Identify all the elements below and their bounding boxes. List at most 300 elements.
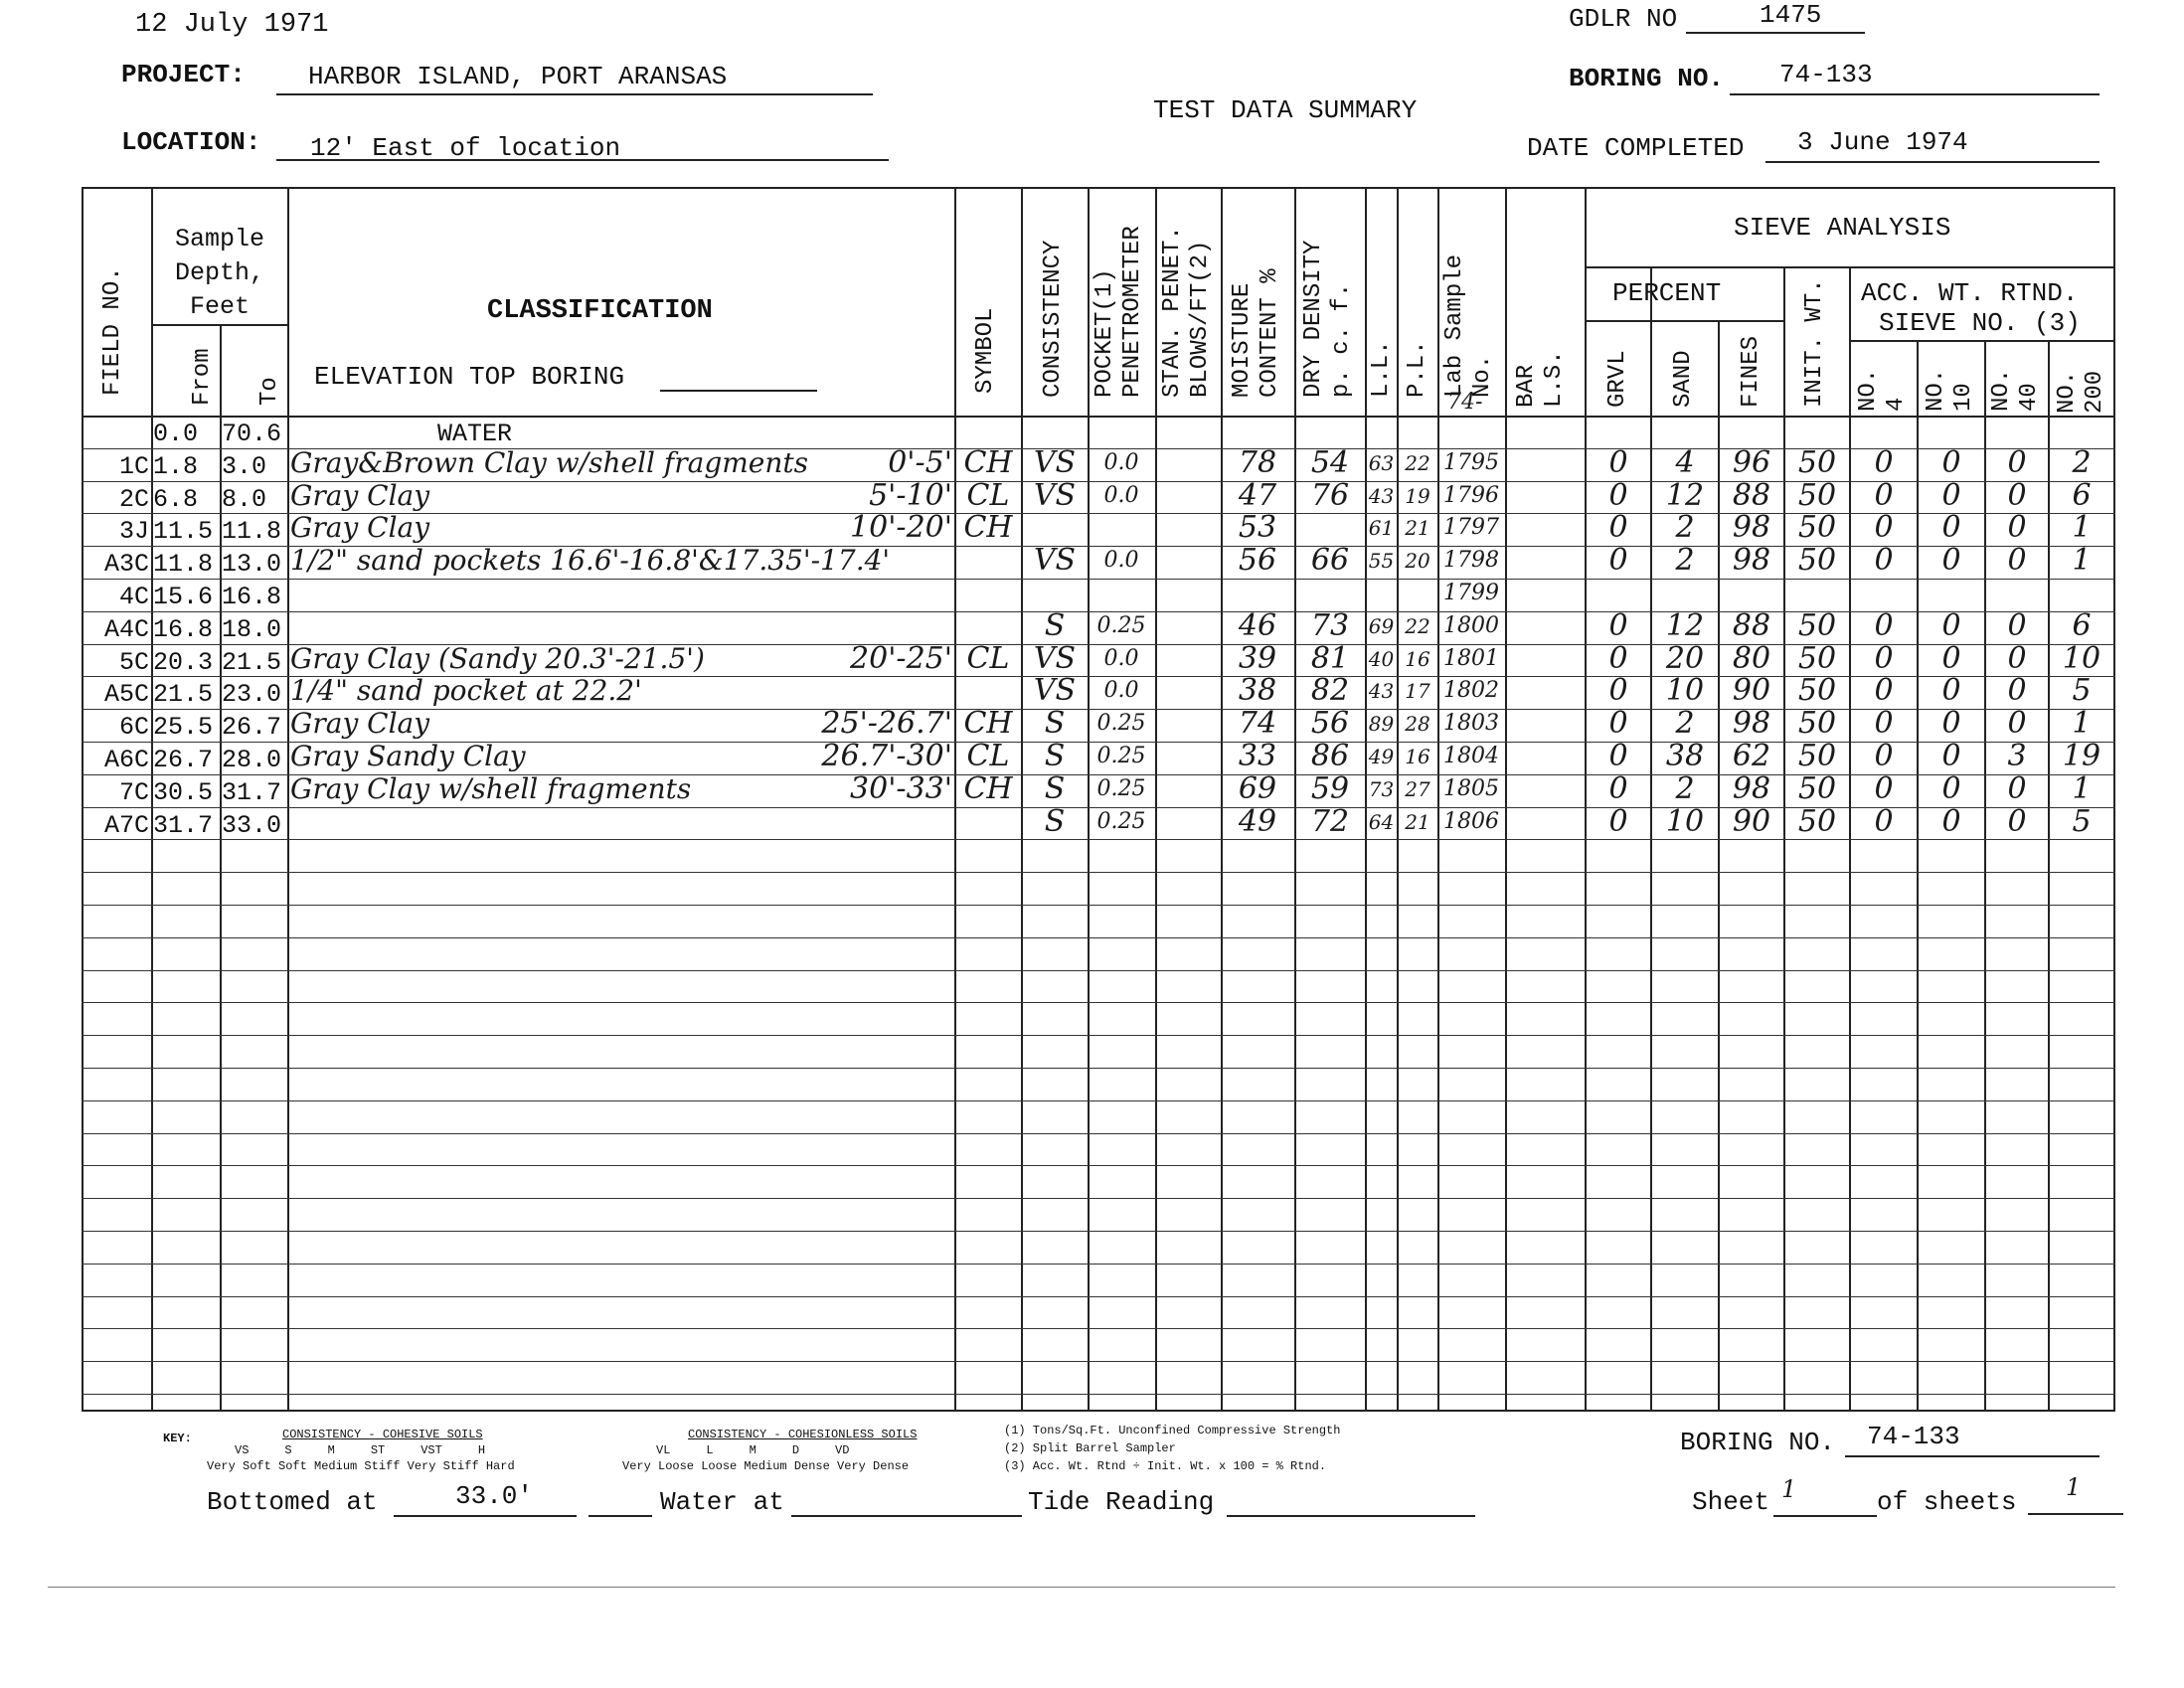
depth-range-cell: 26.7'-30' bbox=[821, 739, 952, 773]
symbol-cell: CH bbox=[963, 706, 1013, 741]
dry-density-cell: 72 bbox=[1310, 804, 1350, 839]
moisture-cell: 53 bbox=[1238, 510, 1277, 545]
fines-cell: 90 bbox=[1732, 804, 1771, 839]
no40-cell: 0 bbox=[2007, 478, 2027, 513]
sheet-value: 1 bbox=[1781, 1475, 1797, 1503]
col-no200: NO. 200 bbox=[2054, 370, 2108, 414]
row-rule bbox=[82, 1002, 2115, 1003]
ll-cell: 63 bbox=[1368, 451, 1395, 475]
consistency-cell: S bbox=[1044, 771, 1066, 806]
pocket-pen-cell: 0.25 bbox=[1096, 711, 1146, 736]
no200-cell: 1 bbox=[2072, 543, 2092, 578]
grvl-cell: 0 bbox=[1608, 478, 1628, 513]
field-no-cell: A5C bbox=[103, 680, 149, 709]
ll-cell: 69 bbox=[1368, 614, 1395, 638]
no10-cell: 0 bbox=[1941, 510, 1961, 545]
col-sieve-analysis: SIEVE ANALYSIS bbox=[1734, 213, 1951, 243]
init-wt-cell: 50 bbox=[1797, 445, 1837, 480]
depth-range-cell: 5'-10' bbox=[869, 478, 952, 513]
depth-to-cell: 28.0 bbox=[222, 746, 282, 774]
depth-from-cell: 31.7 bbox=[153, 811, 214, 840]
no200-cell: 19 bbox=[2062, 739, 2101, 773]
col-fines: FINES bbox=[1738, 335, 1764, 408]
key-cohesionless-title: CONSISTENCY - COHESIONLESS SOILS bbox=[688, 1428, 918, 1441]
no4-cell: 0 bbox=[1874, 608, 1894, 643]
pl-cell: 20 bbox=[1405, 549, 1430, 573]
lab-sample-cell: 1801 bbox=[1443, 646, 1499, 671]
no4-cell: 0 bbox=[1874, 706, 1894, 741]
field-no-cell: 6C bbox=[118, 713, 149, 742]
key-cohesive-names: Very Soft Soft Medium Stiff Very Stiff Hard bbox=[207, 1459, 515, 1473]
col-elevation: ELEVATION TOP BORING bbox=[314, 362, 625, 392]
dry-density-cell: 66 bbox=[1310, 543, 1350, 578]
pl-cell: 16 bbox=[1405, 647, 1430, 671]
consistency-cell: VS bbox=[1033, 641, 1077, 676]
date-completed-label: DATE COMPLETED bbox=[1527, 133, 1745, 163]
row-rule bbox=[82, 1100, 2115, 1101]
moisture-cell: 38 bbox=[1238, 673, 1277, 708]
pocket-pen-cell: 0.25 bbox=[1096, 809, 1146, 834]
classification-cell: 1/4" sand pocket at 22.2' bbox=[290, 674, 642, 707]
lab-prefix: 74- bbox=[1447, 390, 1483, 415]
init-wt-cell: 50 bbox=[1797, 608, 1837, 643]
col-acc-wt: ACC. WT. RTND. bbox=[1861, 278, 2079, 308]
row-rule bbox=[82, 872, 2115, 873]
pocket-pen-cell: 0.0 bbox=[1103, 450, 1139, 475]
depth-to-cell: 16.8 bbox=[222, 583, 282, 611]
dry-density-cell: 82 bbox=[1310, 673, 1350, 708]
col-no10: NO. 10 bbox=[1923, 368, 1977, 412]
depth-range-cell: 10'-20' bbox=[850, 510, 952, 545]
symbol-cell: CL bbox=[966, 739, 1010, 773]
ll-cell: 61 bbox=[1368, 516, 1395, 540]
grvl-cell: 0 bbox=[1608, 673, 1628, 708]
col-percent: PERCENT bbox=[1612, 278, 1722, 308]
no40-cell: 0 bbox=[2007, 445, 2027, 480]
sand-cell: 2 bbox=[1675, 543, 1695, 578]
ll-cell: 89 bbox=[1368, 712, 1395, 736]
depth-from-cell: 20.3 bbox=[153, 648, 214, 677]
field-no-cell: A3C bbox=[103, 550, 149, 579]
field-no-cell: 2C bbox=[118, 485, 149, 514]
depth-from-cell: 26.7 bbox=[153, 746, 214, 774]
grvl-cell: 0 bbox=[1608, 608, 1628, 643]
symbol-cell: CH bbox=[963, 510, 1013, 545]
depth-from-cell: 16.8 bbox=[153, 615, 214, 644]
no40-cell: 0 bbox=[2007, 608, 2027, 643]
no200-cell: 1 bbox=[2072, 771, 2092, 806]
depth-to-cell: 3.0 bbox=[222, 452, 267, 481]
no10-cell: 0 bbox=[1941, 445, 1961, 480]
depth-to-cell: 23.0 bbox=[222, 680, 282, 709]
bottomed-label: Bottomed at bbox=[207, 1487, 378, 1517]
field-no-cell: 5C bbox=[118, 648, 149, 677]
col-sample-depth: Sample Depth, Feet bbox=[174, 225, 264, 321]
ll-cell: 49 bbox=[1368, 745, 1395, 768]
pocket-pen-cell: 0.0 bbox=[1103, 548, 1139, 573]
no40-cell: 0 bbox=[2007, 706, 2027, 741]
init-wt-cell: 50 bbox=[1797, 673, 1837, 708]
row-rule bbox=[82, 1068, 2115, 1069]
of-sheets-value: 1 bbox=[2066, 1473, 2082, 1501]
fines-cell: 62 bbox=[1732, 739, 1771, 773]
no200-cell: 1 bbox=[2072, 706, 2092, 741]
ll-cell: 40 bbox=[1368, 647, 1395, 671]
pocket-pen-cell: 0.0 bbox=[1103, 483, 1139, 508]
col-init-wt: INIT. WT. bbox=[1801, 278, 1828, 408]
no40-cell: 3 bbox=[2007, 739, 2027, 773]
grvl-cell: 0 bbox=[1608, 739, 1628, 773]
fines-cell: 88 bbox=[1732, 608, 1771, 643]
depth-range-cell: 30'-33' bbox=[850, 771, 952, 806]
sand-cell: 38 bbox=[1665, 739, 1705, 773]
pocket-pen-cell: 0.0 bbox=[1103, 678, 1139, 703]
fines-cell: 98 bbox=[1732, 543, 1771, 578]
sand-cell: 10 bbox=[1665, 804, 1705, 839]
classification-cell: Gray Clay bbox=[290, 479, 430, 512]
pocket-pen-cell: 0.25 bbox=[1096, 613, 1146, 638]
lab-sample-cell: 1805 bbox=[1443, 776, 1499, 801]
no200-cell: 5 bbox=[2072, 673, 2092, 708]
col-pocket-penetrometer: POCKET(1) PENETROMETER bbox=[1092, 226, 1146, 398]
field-no-cell: A4C bbox=[103, 615, 149, 644]
init-wt-cell: 50 bbox=[1797, 771, 1837, 806]
dry-density-cell: 54 bbox=[1310, 445, 1350, 480]
no200-cell: 6 bbox=[2072, 608, 2092, 643]
boring-value: 74-133 bbox=[1779, 60, 1873, 89]
no10-cell: 0 bbox=[1941, 673, 1961, 708]
dry-density-cell: 56 bbox=[1310, 706, 1350, 741]
pl-cell: 19 bbox=[1405, 484, 1430, 508]
key-note-2: (2) Split Barrel Sampler bbox=[1004, 1441, 1176, 1455]
symbol-cell: CL bbox=[966, 478, 1010, 513]
boring-label: BORING NO. bbox=[1569, 64, 1725, 93]
col-moisture: MOISTURE CONTENT % bbox=[1229, 268, 1283, 398]
no200-cell: 6 bbox=[2072, 478, 2092, 513]
depth-range-cell: 25'-26.7' bbox=[821, 706, 952, 741]
row-rule bbox=[82, 1133, 2115, 1134]
dry-density-cell: 73 bbox=[1310, 608, 1350, 643]
row-rule bbox=[82, 1361, 2115, 1362]
col-stan-penet: STAN. PENET. BLOWS/FT(2) bbox=[1159, 226, 1214, 398]
consistency-cell: S bbox=[1044, 739, 1066, 773]
pl-cell: 22 bbox=[1405, 614, 1430, 638]
pl-cell: 28 bbox=[1405, 712, 1430, 736]
moisture-cell: 33 bbox=[1238, 739, 1277, 773]
no10-cell: 0 bbox=[1941, 739, 1961, 773]
row-rule bbox=[82, 1328, 2115, 1329]
date-completed-value: 3 June 1974 bbox=[1797, 127, 1968, 157]
depth-to-cell: 33.0 bbox=[222, 811, 282, 840]
moisture-cell: 78 bbox=[1238, 445, 1277, 480]
grvl-cell: 0 bbox=[1608, 445, 1628, 480]
no10-cell: 0 bbox=[1941, 771, 1961, 806]
dry-density-cell: 81 bbox=[1310, 641, 1350, 676]
col-no4: NO. 4 bbox=[1855, 368, 1910, 412]
grvl-cell: 0 bbox=[1608, 641, 1628, 676]
no40-cell: 0 bbox=[2007, 771, 2027, 806]
location-value: 12' East of location bbox=[310, 133, 621, 163]
fines-cell: 96 bbox=[1732, 445, 1771, 480]
no200-cell: 2 bbox=[2072, 445, 2092, 480]
col-lab-sample: Lab Sample No. bbox=[1441, 253, 1496, 398]
depth-to-cell: 11.8 bbox=[222, 517, 282, 546]
ll-cell: 73 bbox=[1368, 777, 1395, 801]
depth-from-cell: 6.8 bbox=[153, 485, 199, 514]
project-label: PROJECT: bbox=[121, 60, 246, 89]
sand-cell: 2 bbox=[1675, 706, 1695, 741]
col-bar-ls: BAR L.S. bbox=[1513, 350, 1568, 408]
col-ll: L.L. bbox=[1368, 340, 1395, 398]
init-wt-cell: 50 bbox=[1797, 478, 1837, 513]
date-note: 12 July 1971 bbox=[135, 10, 329, 40]
no40-cell: 0 bbox=[2007, 543, 2027, 578]
moisture-cell: 56 bbox=[1238, 543, 1277, 578]
col-field-no: FIELD NO. bbox=[99, 266, 126, 396]
pocket-pen-cell: 0.25 bbox=[1096, 776, 1146, 801]
row-rule bbox=[82, 1231, 2115, 1232]
row-rule bbox=[82, 905, 2115, 906]
moisture-cell: 49 bbox=[1238, 804, 1277, 839]
grvl-cell: 0 bbox=[1608, 804, 1628, 839]
col-classification: CLASSIFICATION bbox=[487, 296, 713, 326]
col-grvl: GRVL bbox=[1604, 350, 1631, 408]
fines-cell: 98 bbox=[1732, 771, 1771, 806]
no40-cell: 0 bbox=[2007, 510, 2027, 545]
depth-from-cell: 0.0 bbox=[153, 420, 199, 448]
field-no-cell: A6C bbox=[103, 746, 149, 774]
init-wt-cell: 50 bbox=[1797, 543, 1837, 578]
row-rule bbox=[82, 970, 2115, 971]
row-rule bbox=[82, 1035, 2115, 1036]
no10-cell: 0 bbox=[1941, 608, 1961, 643]
no200-cell: 1 bbox=[2072, 510, 2092, 545]
lab-sample-cell: 1796 bbox=[1443, 483, 1499, 508]
row-rule bbox=[82, 1296, 2115, 1297]
key-cohesive-abbr: VS S M ST VST H bbox=[235, 1443, 486, 1457]
grvl-cell: 0 bbox=[1608, 543, 1628, 578]
row-rule bbox=[82, 1198, 2115, 1199]
depth-range-cell: 0'-5' bbox=[888, 445, 952, 480]
col-dry-density: DRY DENSITY p. c. f. bbox=[1300, 240, 1355, 398]
ll-cell: 43 bbox=[1368, 484, 1395, 508]
sand-cell: 2 bbox=[1675, 771, 1695, 806]
field-no-cell: A7C bbox=[103, 811, 149, 840]
depth-to-cell: 8.0 bbox=[222, 485, 267, 514]
field-no-cell: 7C bbox=[118, 778, 149, 807]
row-rule bbox=[82, 839, 2115, 840]
col-symbol: SYMBOL bbox=[972, 307, 999, 394]
sand-cell: 2 bbox=[1675, 510, 1695, 545]
pl-cell: 27 bbox=[1405, 777, 1430, 801]
no40-cell: 0 bbox=[2007, 641, 2027, 676]
no200-cell: 5 bbox=[2072, 804, 2092, 839]
lab-sample-cell: 1804 bbox=[1443, 744, 1499, 768]
col-to: To bbox=[256, 377, 283, 406]
depth-to-cell: 21.5 bbox=[222, 648, 282, 677]
sand-cell: 10 bbox=[1665, 673, 1705, 708]
field-no-cell: 3J bbox=[118, 517, 149, 546]
depth-to-cell: 26.7 bbox=[222, 713, 282, 742]
symbol-cell: CH bbox=[963, 771, 1013, 806]
depth-to-cell: 18.0 bbox=[222, 615, 282, 644]
col-sieve-no: SIEVE NO. (3) bbox=[1879, 308, 2081, 338]
init-wt-cell: 50 bbox=[1797, 510, 1837, 545]
lab-sample-cell: 1799 bbox=[1443, 581, 1499, 605]
field-no-cell: 1C bbox=[118, 452, 149, 481]
moisture-cell: 69 bbox=[1238, 771, 1277, 806]
ll-cell: 64 bbox=[1368, 810, 1395, 834]
tide-label: Tide Reading bbox=[1028, 1487, 1215, 1517]
no4-cell: 0 bbox=[1874, 739, 1894, 773]
col-no40: NO. 40 bbox=[1988, 368, 2043, 412]
depth-from-cell: 15.6 bbox=[153, 583, 214, 611]
consistency-cell: VS bbox=[1033, 478, 1077, 513]
water-label: Water at bbox=[660, 1487, 784, 1517]
grvl-cell: 0 bbox=[1608, 706, 1628, 741]
no4-cell: 0 bbox=[1874, 804, 1894, 839]
field-no-cell: 4C bbox=[118, 583, 149, 611]
consistency-cell: S bbox=[1044, 706, 1066, 741]
classification-cell: Gray Sandy Clay bbox=[290, 740, 526, 772]
key-cohesionless-names: Very Loose Loose Medium Dense Very Dense bbox=[622, 1459, 910, 1473]
fines-cell: 98 bbox=[1732, 706, 1771, 741]
no10-cell: 0 bbox=[1941, 543, 1961, 578]
lab-sample-cell: 1806 bbox=[1443, 809, 1499, 834]
fines-cell: 90 bbox=[1732, 673, 1771, 708]
key-label: KEY: bbox=[163, 1432, 192, 1445]
fines-cell: 98 bbox=[1732, 510, 1771, 545]
symbol-cell: CL bbox=[966, 641, 1010, 676]
lab-sample-cell: 1803 bbox=[1443, 711, 1499, 736]
grvl-cell: 0 bbox=[1608, 771, 1628, 806]
pl-cell: 17 bbox=[1405, 679, 1430, 703]
no4-cell: 0 bbox=[1874, 673, 1894, 708]
consistency-cell: S bbox=[1044, 608, 1066, 643]
gdlr-label: GDLR NO bbox=[1569, 4, 1678, 34]
fines-cell: 80 bbox=[1732, 641, 1771, 676]
init-wt-cell: 50 bbox=[1797, 641, 1837, 676]
gdlr-value: 1475 bbox=[1760, 0, 1822, 30]
lab-sample-cell: 1795 bbox=[1443, 450, 1499, 475]
no4-cell: 0 bbox=[1874, 445, 1894, 480]
col-pl: P.L. bbox=[1404, 340, 1430, 398]
of-sheets-label: of sheets bbox=[1877, 1487, 2017, 1517]
depth-from-cell: 11.8 bbox=[153, 550, 214, 579]
no10-cell: 0 bbox=[1941, 706, 1961, 741]
classification-cell: Gray Clay (Sandy 20.3'-21.5') bbox=[290, 642, 705, 675]
init-wt-cell: 50 bbox=[1797, 804, 1837, 839]
depth-to-cell: 70.6 bbox=[222, 420, 282, 448]
lab-sample-cell: 1800 bbox=[1443, 613, 1499, 638]
symbol-cell: CH bbox=[963, 445, 1013, 480]
pl-cell: 16 bbox=[1405, 745, 1430, 768]
dry-density-cell: 86 bbox=[1310, 739, 1350, 773]
classification-cell: 1/2" sand pockets 16.6'-16.8'&17.35'-17.4' bbox=[290, 544, 891, 577]
init-wt-cell: 50 bbox=[1797, 706, 1837, 741]
dry-density-cell: 59 bbox=[1310, 771, 1350, 806]
classification-cell: Gray Clay bbox=[290, 707, 430, 740]
pocket-pen-cell: 0.25 bbox=[1096, 744, 1146, 768]
moisture-cell: 47 bbox=[1238, 478, 1277, 513]
col-consistency: CONSISTENCY bbox=[1040, 240, 1067, 398]
sand-cell: 12 bbox=[1665, 608, 1705, 643]
bottomed-value: 33.0' bbox=[455, 1481, 534, 1511]
row-rule bbox=[82, 579, 2115, 580]
lab-sample-cell: 1802 bbox=[1443, 678, 1499, 703]
key-note-3: (3) Acc. Wt. Rtnd ÷ Init. Wt. x 100 = % Rtnd. bbox=[1004, 1459, 1327, 1473]
pl-cell: 22 bbox=[1405, 451, 1430, 475]
consistency-cell: VS bbox=[1033, 673, 1077, 708]
col-from: From bbox=[189, 348, 216, 406]
pl-cell: 21 bbox=[1405, 516, 1430, 540]
row-rule bbox=[82, 1165, 2115, 1166]
no10-cell: 0 bbox=[1941, 641, 1961, 676]
no4-cell: 0 bbox=[1874, 771, 1894, 806]
footer-boring-label: BORING NO. bbox=[1680, 1428, 1836, 1457]
key-cohesive-title: CONSISTENCY - COHESIVE SOILS bbox=[282, 1428, 483, 1441]
project-value: HARBOR ISLAND, PORT ARANSAS bbox=[308, 62, 728, 91]
key-cohesionless-abbr: VL L M D VD bbox=[656, 1443, 850, 1457]
no4-cell: 0 bbox=[1874, 478, 1894, 513]
col-sand: SAND bbox=[1670, 350, 1697, 408]
depth-from-cell: 1.8 bbox=[153, 452, 199, 481]
lab-sample-cell: 1798 bbox=[1443, 548, 1499, 573]
no4-cell: 0 bbox=[1874, 510, 1894, 545]
footer-boring-value: 74-133 bbox=[1867, 1422, 1960, 1451]
lab-sample-cell: 1797 bbox=[1443, 515, 1499, 540]
no40-cell: 0 bbox=[2007, 804, 2027, 839]
depth-to-cell: 31.7 bbox=[222, 778, 282, 807]
pocket-pen-cell: 0.0 bbox=[1103, 646, 1139, 671]
sand-cell: 4 bbox=[1675, 445, 1695, 480]
classification-cell: Gray Clay bbox=[290, 511, 430, 544]
ll-cell: 55 bbox=[1368, 549, 1395, 573]
pl-cell: 21 bbox=[1405, 810, 1430, 834]
dry-density-cell: 76 bbox=[1310, 478, 1350, 513]
depth-to-cell: 13.0 bbox=[222, 550, 282, 579]
location-label: LOCATION: bbox=[121, 127, 261, 157]
depth-from-cell: 21.5 bbox=[153, 680, 214, 709]
moisture-cell: 39 bbox=[1238, 641, 1277, 676]
depth-range-cell: 20'-25' bbox=[850, 641, 952, 676]
depth-from-cell: 11.5 bbox=[153, 517, 214, 546]
classification-cell: WATER bbox=[437, 420, 513, 448]
init-wt-cell: 50 bbox=[1797, 739, 1837, 773]
grvl-cell: 0 bbox=[1608, 510, 1628, 545]
sheet-label: Sheet bbox=[1692, 1487, 1770, 1517]
depth-from-cell: 25.5 bbox=[153, 713, 214, 742]
consistency-cell: VS bbox=[1033, 543, 1077, 578]
sand-cell: 12 bbox=[1665, 478, 1705, 513]
depth-from-cell: 30.5 bbox=[153, 778, 214, 807]
no10-cell: 0 bbox=[1941, 478, 1961, 513]
row-rule bbox=[82, 937, 2115, 938]
consistency-cell: VS bbox=[1033, 445, 1077, 480]
classification-cell: Gray&Brown Clay w/shell fragments bbox=[290, 446, 809, 479]
no4-cell: 0 bbox=[1874, 641, 1894, 676]
no4-cell: 0 bbox=[1874, 543, 1894, 578]
classification-cell: Gray Clay w/shell fragments bbox=[290, 772, 692, 805]
row-rule bbox=[82, 1394, 2115, 1395]
moisture-cell: 46 bbox=[1238, 608, 1277, 643]
row-rule bbox=[82, 1264, 2115, 1265]
key-note-1: (1) Tons/Sq.Ft. Unconfined Compressive Strength bbox=[1004, 1424, 1341, 1437]
consistency-cell: S bbox=[1044, 804, 1066, 839]
ll-cell: 43 bbox=[1368, 679, 1395, 703]
no10-cell: 0 bbox=[1941, 804, 1961, 839]
sand-cell: 20 bbox=[1665, 641, 1705, 676]
